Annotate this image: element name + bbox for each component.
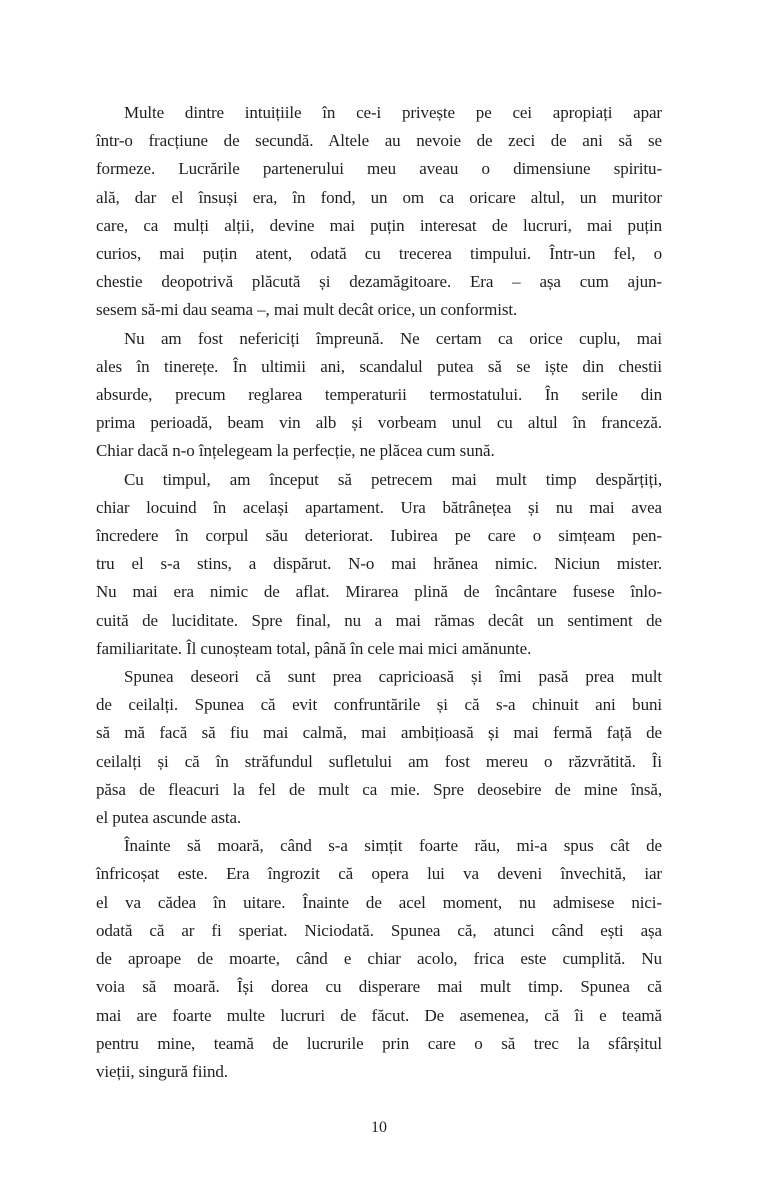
text-line: Spunea deseori că sunt prea capricioasă și îmi pasă prea mult [124, 667, 662, 687]
text-line: cuită de luciditate. Spre final, nu a mai rămas decât un sentiment de [96, 610, 662, 630]
text-line: prima perioadă, beam vin alb și vorbeam unul cu altul în franceză. [96, 413, 662, 433]
text-line: ceilalți și că în străfundul sufletului am fost mereu o răzvrătită. Îi [96, 751, 662, 771]
text-line: chestie deopotrivă plăcută și dezamăgitoare. Era – așa cum ajun- [96, 272, 662, 292]
text-line: formeze. Lucrările partenerului meu aveau o dimensiune spiritu- [96, 159, 662, 179]
body-text [96, 99, 662, 1086]
text-line: Nu mai era nimic de aflat. Mirarea plină de încântare fusese înlo- [96, 582, 662, 602]
text-line: care, ca mulți alții, devine mai puțin interesat de lucruri, mai puțin [96, 215, 662, 235]
paragraph [96, 325, 662, 466]
text-line: sesem să-mi dau seama –, mai mult decât orice, un conformist. [96, 300, 518, 320]
text-line: odată că ar fi speriat. Niciodată. Spunea că, atunci când ești așa [96, 920, 662, 940]
text-line: înfricoșat este. Era îngrozit că opera lui va deveni învechită, iar [96, 864, 662, 884]
text-line: pentru mine, teamă de lucrurile prin care o să trec la sfârșitul [96, 1033, 662, 1053]
text-line: el va cădea în uitare. Înainte de acel moment, nu admisese nici- [96, 892, 662, 912]
text-line: curios, mai puțin atent, odată cu trecerea timpului. Într-un fel, o [96, 244, 662, 264]
text-line: Înainte să moară, când s-a simțit foarte rău, mi-a spus cât de [124, 836, 662, 856]
text-line: ales în tinerețe. În ultimii ani, scandalul putea să se iște din chestii [96, 356, 662, 376]
text-line: vieții, singură fiind. [96, 1061, 228, 1081]
text-line: de ceilalți. Spunea că evit confruntările și că s-a chinuit ani buni [96, 695, 662, 715]
text-line: voia să moară. Își dorea cu disperare mai mult timp. Spunea că [96, 977, 662, 997]
page-number: 10 [371, 1119, 387, 1136]
paragraph [96, 466, 662, 663]
text-line: de aproape de moarte, când e chiar acolo, frica este cumplită. Nu [96, 949, 662, 969]
text-line: ală, dar el însuși era, în fond, un om ca oricare altul, un muritor [96, 187, 662, 207]
text-line: încredere în corpul său deteriorat. Iubirea pe care o simțeam pen- [96, 526, 662, 546]
text-line: tru el s-a stins, a dispărut. N-o mai hrănea nimic. Niciun mister. [96, 554, 662, 574]
text-line: mai are foarte multe lucruri de făcut. De asemenea, că îi e teamă [96, 1005, 662, 1025]
text-line: Cu timpul, am început să petrecem mai mult timp despărțiți, [124, 469, 662, 489]
text-line: Nu am fost nefericiți împreună. Ne certam ca orice cuplu, mai [124, 328, 662, 348]
paragraph [96, 99, 662, 325]
text-line: să mă facă să fiu mai calmă, mai ambițioasă și mai fermă față de [96, 723, 662, 743]
paragraph [96, 663, 662, 832]
paragraph [96, 832, 662, 1086]
text-line: familiaritate. Îl cunoșteam total, până în cele mai mici amănunte. [96, 638, 532, 658]
text-line: absurde, precum reglarea temperaturii termostatului. În serile din [96, 385, 662, 405]
text-line: chiar locuind în același apartament. Ura bătrânețea și nu mai avea [96, 497, 662, 517]
text-line: Multe dintre intuițiile în ce-i privește pe cei apropiați apar [124, 103, 662, 122]
text-line: într-o fracțiune de secundă. Altele au nevoie de zeci de ani să se [96, 131, 662, 151]
text-line: păsa de fleacuri la fel de mult ca mie. Spre deosebire de mine însă, [96, 779, 662, 799]
text-line: el putea ascunde asta. [96, 808, 242, 828]
text-line: Chiar dacă n-o înțelegeam la perfecție, ne plăcea cum sună. [96, 441, 495, 461]
